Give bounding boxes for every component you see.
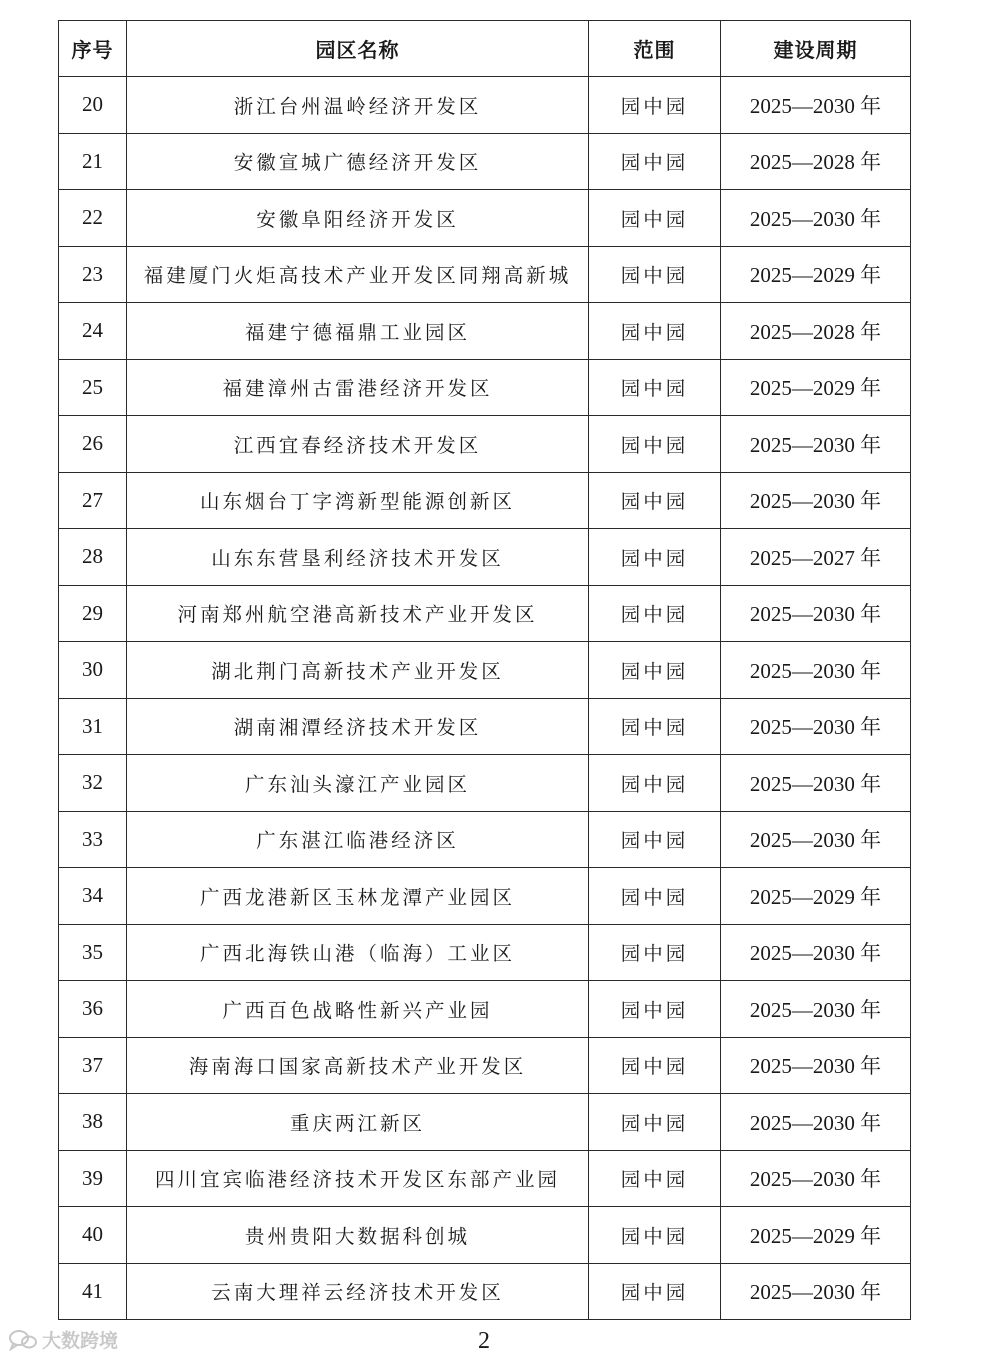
- cell-construction-period: 2025—2030 年: [721, 190, 911, 247]
- cell-park-name: 山东烟台丁字湾新型能源创新区: [127, 472, 589, 529]
- cell-scope: 园中园: [589, 1037, 721, 1094]
- cell-scope: 园中园: [589, 133, 721, 190]
- cell-park-name: 福建宁德福鼎工业园区: [127, 303, 589, 360]
- cell-serial-number: 21: [59, 133, 127, 190]
- watermark-text: 大数跨境: [42, 1330, 119, 1352]
- cell-park-name: 湖南湘潭经济技术开发区: [127, 698, 589, 755]
- cell-scope: 园中园: [589, 1150, 721, 1207]
- cell-scope: 园中园: [589, 416, 721, 473]
- cell-serial-number: 40: [59, 1207, 127, 1264]
- table-row: [59, 811, 911, 868]
- cell-serial-number: 24: [59, 303, 127, 360]
- table-body: [59, 77, 911, 1320]
- cell-serial-number: 28: [59, 529, 127, 586]
- cell-serial-number: 29: [59, 585, 127, 642]
- table-row: [59, 1150, 911, 1207]
- cell-serial-number: 41: [59, 1263, 127, 1320]
- cell-construction-period: 2025—2028 年: [721, 133, 911, 190]
- cell-construction-period: 2025—2030 年: [721, 811, 911, 868]
- cell-serial-number: 31: [59, 698, 127, 755]
- cell-park-name: 山东东营垦利经济技术开发区: [127, 529, 589, 586]
- cell-park-name: 安徽宣城广德经济开发区: [127, 133, 589, 190]
- header-park-name: 园区名称: [127, 21, 589, 77]
- cell-serial-number: 22: [59, 190, 127, 247]
- cell-park-name: 河南郑州航空港高新技术产业开发区: [127, 585, 589, 642]
- cell-construction-period: 2025—2029 年: [721, 1207, 911, 1264]
- cell-park-name: 贵州贵阳大数据科创城: [127, 1207, 589, 1264]
- cell-construction-period: 2025—2030 年: [721, 1037, 911, 1094]
- table-row: [59, 698, 911, 755]
- table-row: [59, 755, 911, 812]
- park-table: [58, 20, 911, 1320]
- cell-serial-number: 39: [59, 1150, 127, 1207]
- cell-construction-period: 2025—2030 年: [721, 698, 911, 755]
- cell-construction-period: 2025—2030 年: [721, 642, 911, 699]
- cell-scope: 园中园: [589, 981, 721, 1038]
- cell-scope: 园中园: [589, 529, 721, 586]
- table-row: [59, 77, 911, 134]
- cell-park-name: 海南海口国家高新技术产业开发区: [127, 1037, 589, 1094]
- cell-scope: 园中园: [589, 1263, 721, 1320]
- table-row: [59, 529, 911, 586]
- table-row: [59, 246, 911, 303]
- table-row: [59, 981, 911, 1038]
- cell-construction-period: 2025—2030 年: [721, 472, 911, 529]
- cell-park-name: 广西百色战略性新兴产业园: [127, 981, 589, 1038]
- cell-construction-period: 2025—2027 年: [721, 529, 911, 586]
- cell-scope: 园中园: [589, 246, 721, 303]
- cell-construction-period: 2025—2030 年: [721, 1094, 911, 1151]
- cell-serial-number: 34: [59, 868, 127, 925]
- table-row: [59, 868, 911, 925]
- cell-scope: 园中园: [589, 472, 721, 529]
- cell-construction-period: 2025—2030 年: [721, 924, 911, 981]
- cell-construction-period: 2025—2029 年: [721, 868, 911, 925]
- table-row: [59, 303, 911, 360]
- cell-serial-number: 20: [59, 77, 127, 134]
- table-row: [59, 924, 911, 981]
- cell-scope: 园中园: [589, 642, 721, 699]
- cell-scope: 园中园: [589, 924, 721, 981]
- table-row: [59, 472, 911, 529]
- cell-park-name: 云南大理祥云经济技术开发区: [127, 1263, 589, 1320]
- header-construction-period: 建设周期: [721, 21, 911, 77]
- cell-serial-number: 36: [59, 981, 127, 1038]
- table-row: [59, 1207, 911, 1264]
- cell-construction-period: 2025—2030 年: [721, 1263, 911, 1320]
- cell-construction-period: 2025—2028 年: [721, 303, 911, 360]
- cell-serial-number: 27: [59, 472, 127, 529]
- cell-scope: 园中园: [589, 77, 721, 134]
- cell-construction-period: 2025—2030 年: [721, 77, 911, 134]
- cell-serial-number: 35: [59, 924, 127, 981]
- cell-scope: 园中园: [589, 1094, 721, 1151]
- table-row: [59, 1094, 911, 1151]
- cell-construction-period: 2025—2030 年: [721, 1150, 911, 1207]
- cell-serial-number: 32: [59, 755, 127, 812]
- cell-park-name: 福建漳州古雷港经济开发区: [127, 359, 589, 416]
- cell-construction-period: 2025—2029 年: [721, 246, 911, 303]
- cell-park-name: 安徽阜阳经济开发区: [127, 190, 589, 247]
- cell-scope: 园中园: [589, 585, 721, 642]
- table-row: [59, 133, 911, 190]
- cell-serial-number: 30: [59, 642, 127, 699]
- header-serial-number: 序号: [59, 21, 127, 77]
- table-header-row: [59, 21, 911, 77]
- cell-construction-period: 2025—2030 年: [721, 755, 911, 812]
- page-number: 2: [478, 1328, 490, 1354]
- cell-park-name: 湖北荆门高新技术产业开发区: [127, 642, 589, 699]
- table-row: [59, 585, 911, 642]
- cell-scope: 园中园: [589, 698, 721, 755]
- cell-park-name: 广西北海铁山港（临海）工业区: [127, 924, 589, 981]
- cell-scope: 园中园: [589, 811, 721, 868]
- cell-construction-period: 2025—2030 年: [721, 585, 911, 642]
- cell-serial-number: 23: [59, 246, 127, 303]
- cell-park-name: 重庆两江新区: [127, 1094, 589, 1151]
- cell-park-name: 浙江台州温岭经济开发区: [127, 77, 589, 134]
- table-row: [59, 190, 911, 247]
- cell-scope: 园中园: [589, 359, 721, 416]
- cell-construction-period: 2025—2030 年: [721, 981, 911, 1038]
- cell-serial-number: 26: [59, 416, 127, 473]
- cell-serial-number: 38: [59, 1094, 127, 1151]
- cell-construction-period: 2025—2030 年: [721, 416, 911, 473]
- cell-serial-number: 33: [59, 811, 127, 868]
- cell-park-name: 福建厦门火炬高技术产业开发区同翔高新城: [127, 246, 589, 303]
- table-row: [59, 642, 911, 699]
- table-row: [59, 359, 911, 416]
- cell-park-name: 广东汕头濠江产业园区: [127, 755, 589, 812]
- cell-serial-number: 37: [59, 1037, 127, 1094]
- cell-scope: 园中园: [589, 303, 721, 360]
- table-row: [59, 1263, 911, 1320]
- header-scope: 范围: [589, 21, 721, 77]
- table-row: [59, 416, 911, 473]
- cell-park-name: 江西宜春经济技术开发区: [127, 416, 589, 473]
- cell-park-name: 广西龙港新区玉林龙潭产业园区: [127, 868, 589, 925]
- cell-park-name: 广东湛江临港经济区: [127, 811, 589, 868]
- cell-scope: 园中园: [589, 868, 721, 925]
- cell-scope: 园中园: [589, 190, 721, 247]
- cell-scope: 园中园: [589, 755, 721, 812]
- table-row: [59, 1037, 911, 1094]
- cell-serial-number: 25: [59, 359, 127, 416]
- cell-park-name: 四川宜宾临港经济技术开发区东部产业园: [127, 1150, 589, 1207]
- cell-scope: 园中园: [589, 1207, 721, 1264]
- cell-construction-period: 2025—2029 年: [721, 359, 911, 416]
